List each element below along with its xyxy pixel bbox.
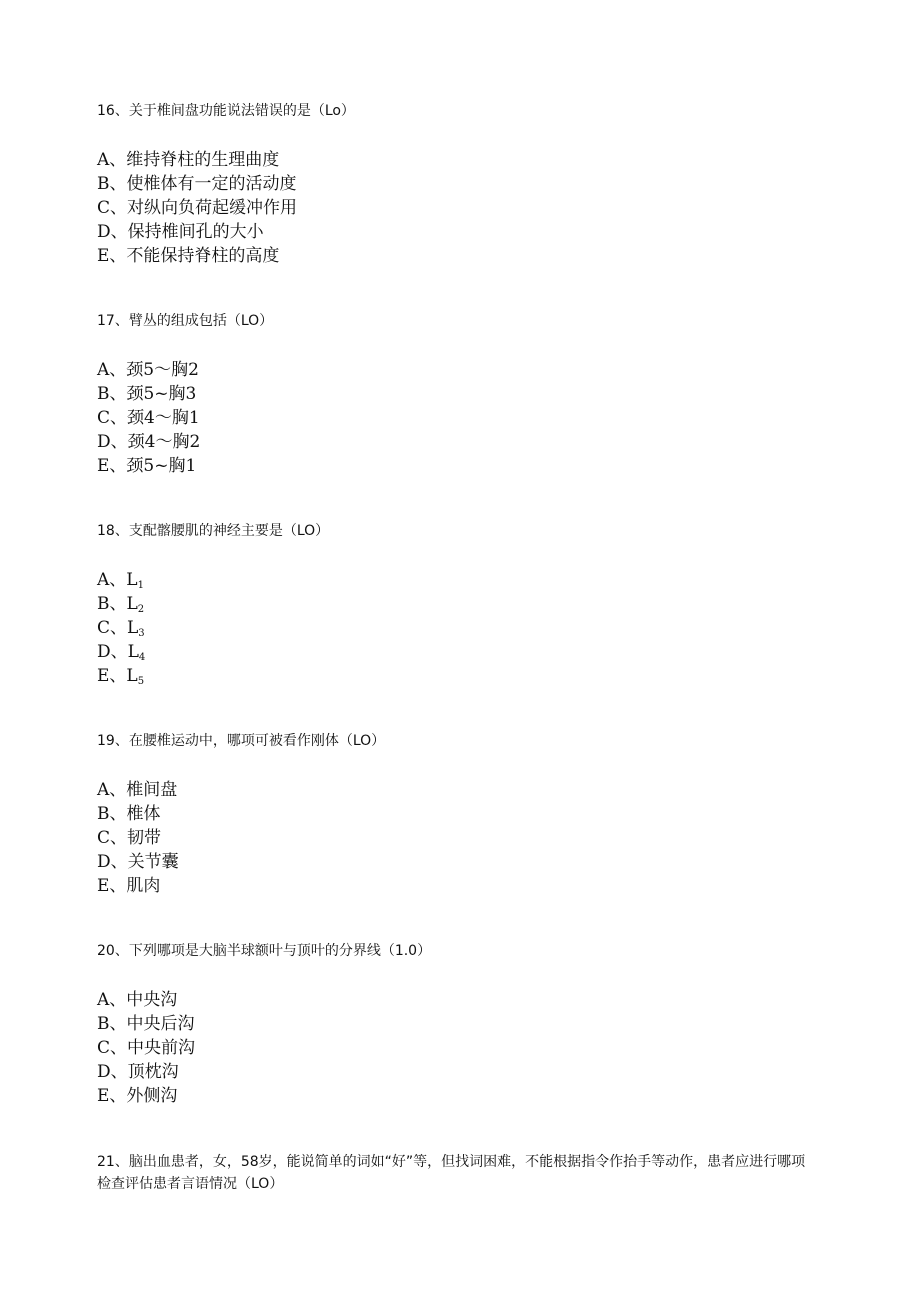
question-title: 21、脑出血患者，女，58岁，能说简单的词如“好”等，但找词困难，不能根据指令作抬手等动作，患者应进行哪项检查评估患者言语情况（LO） bbox=[97, 1154, 806, 1192]
question-21 bbox=[97, 1151, 817, 1195]
option-list bbox=[97, 988, 817, 1108]
option-a: A、颈5～胸2 bbox=[97, 360, 199, 380]
option-list bbox=[97, 358, 817, 478]
option-a bbox=[97, 568, 817, 592]
question-title: 20、下列哪项是大脑半球额叶与顶叶的分界线（1.0） bbox=[97, 943, 432, 959]
option-label: A、L bbox=[97, 570, 138, 590]
option-subscript: 2 bbox=[137, 604, 145, 615]
option-e bbox=[97, 664, 817, 688]
option-d: D、颈4～胸2 bbox=[97, 432, 201, 452]
option-d: D、关节囊 bbox=[97, 852, 179, 872]
option-a: A、椎间盘 bbox=[97, 780, 178, 800]
question-19 bbox=[97, 730, 817, 898]
question-17 bbox=[97, 310, 817, 478]
question-title: 19、在腰椎运动中，哪项可被看作刚体（LO） bbox=[97, 733, 386, 749]
option-e: E、颈5~胸1 bbox=[97, 456, 197, 476]
question-title: 17、臂丛的组成包括（LO） bbox=[97, 313, 274, 329]
option-c: C、韧带 bbox=[97, 828, 162, 848]
option-b: B、使椎体有一定的活动度 bbox=[97, 174, 297, 194]
question-18 bbox=[97, 520, 817, 688]
option-b: B、椎体 bbox=[97, 804, 161, 824]
option-a: A、维持脊柱的生理曲度 bbox=[97, 150, 280, 170]
question-title: 16、关于椎间盘功能说法错误的是（Lo） bbox=[97, 103, 355, 119]
option-b: B、颈5~胸3 bbox=[97, 384, 197, 404]
option-d: D、顶枕沟 bbox=[97, 1062, 179, 1082]
option-e: E、外侧沟 bbox=[97, 1086, 178, 1106]
option-c: C、颈4～胸1 bbox=[97, 408, 200, 428]
option-label: B、L bbox=[97, 594, 138, 614]
option-c bbox=[97, 616, 817, 640]
option-c: C、中央前沟 bbox=[97, 1038, 196, 1058]
option-subscript: 4 bbox=[138, 652, 146, 663]
option-label: E、L bbox=[97, 666, 138, 686]
option-subscript: 1 bbox=[137, 580, 144, 591]
option-subscript: 3 bbox=[138, 628, 145, 639]
option-list bbox=[97, 148, 817, 268]
option-d: D、保持椎间孔的大小 bbox=[97, 222, 264, 242]
option-b bbox=[97, 592, 817, 616]
option-label: C、L bbox=[97, 618, 139, 638]
option-subscript: 5 bbox=[137, 676, 145, 687]
option-list bbox=[97, 568, 817, 688]
option-b: B、中央后沟 bbox=[97, 1014, 195, 1034]
question-16 bbox=[97, 100, 817, 268]
option-c: C、对纵向负荷起缓冲作用 bbox=[97, 198, 298, 218]
question-20 bbox=[97, 940, 817, 1108]
option-list bbox=[97, 778, 817, 898]
option-label: D、L bbox=[97, 642, 139, 662]
option-e: E、肌肉 bbox=[97, 876, 161, 896]
option-e: E、不能保持脊柱的高度 bbox=[97, 246, 280, 266]
option-d bbox=[97, 640, 817, 664]
question-title: 18、支配髂腰肌的神经主要是（LO） bbox=[97, 523, 330, 539]
option-a: A、中央沟 bbox=[97, 990, 178, 1010]
